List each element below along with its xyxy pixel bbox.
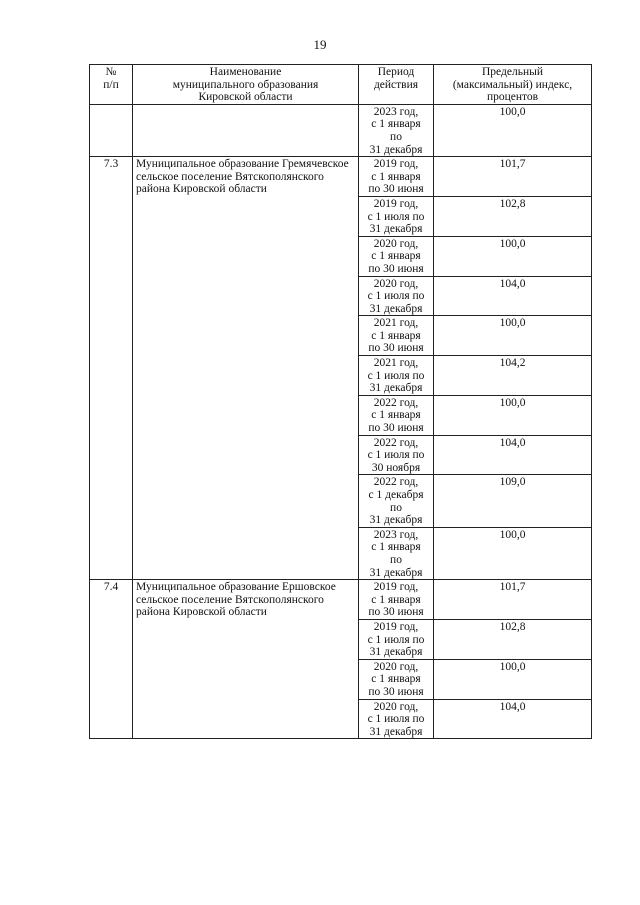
index-cell: 104,2 [434,356,592,396]
period-cell [359,356,434,396]
table-row [90,104,592,156]
period-cell [359,316,434,356]
municipality-name: Муниципальное образование Ершовское сельское поселение Вятскополянского района Кировской области [133,580,359,739]
index-cell: 100,0 [434,236,592,276]
municipality-name: Муниципальное образование Гремячевское сельское поселение Вятскополянского района Кировской области [133,157,359,580]
index-cell: 104,0 [434,699,592,739]
tariff-index-table [89,64,592,739]
period-cell [359,659,434,699]
period-text: 2022 год, с 1 января по 30 июня [368,396,424,435]
header-index: Предельный (максимальный) индекс, процентов [434,65,592,105]
index-cell: 104,0 [434,435,592,475]
period-text: 2023 год, с 1 января по 31 декабря [369,528,423,579]
period-text: 2022 год, с 1 июля по 30 ноября [367,436,425,474]
row-number: 7.3 [90,157,133,580]
page-number: 19 [313,37,327,52]
period-text: 2020 год, с 1 января по 30 июня [368,237,424,275]
row-num-cell [90,104,133,156]
table-row [90,157,592,197]
index-cell: 101,7 [434,157,592,197]
period-cell [359,580,434,620]
index-cell: 100,0 [434,527,592,579]
index-cell: 104,0 [434,276,592,316]
period-cell: 2023 год, с 1 января по 31 декабря [359,104,434,156]
period-text: 2019 год, с 1 января по 30 июня [368,581,424,619]
index-cell: 102,8 [434,619,592,659]
period-text: 2020 год, с 1 июля по 31 декабря [367,277,425,315]
period-text: 2021 год, с 1 января по 30 июня [368,317,424,355]
period-text: 2019 год, с 1 июля по 31 декабря [367,197,425,236]
row-name-cell [133,104,359,156]
period-cell [359,196,434,236]
period-text: 2020 год, с 1 января по 30 июня [368,660,424,698]
period-text: 2020 год, с 1 июля по 31 декабря [367,700,425,738]
index-cell: 101,7 [434,580,592,620]
period-cell [359,236,434,276]
period-cell [359,435,434,475]
index-cell: 100,0 [434,316,592,356]
index-cell: 102,8 [434,196,592,236]
index-cell: 100,0 [434,395,592,435]
table-row [90,580,592,620]
period-cell [359,619,434,659]
header-period: Период действия [359,65,434,105]
index-cell: 100,0 [434,104,592,156]
period-cell [359,475,434,527]
period-text: 2022 год, с 1 декабря по 31 декабря [368,476,424,527]
period-cell [359,527,434,579]
period-text: 2021 год, с 1 июля по 31 декабря [367,357,425,395]
index-cell: 100,0 [434,659,592,699]
header-num: № п/п [90,65,133,105]
period-cell [359,699,434,739]
period-text: 2019 год, с 1 июля по 31 декабря [367,620,425,659]
index-cell: 109,0 [434,475,592,527]
period-cell [359,276,434,316]
period-cell [359,395,434,435]
period-text: 2019 год, с 1 января по 30 июня [368,158,424,196]
period-cell [359,157,434,197]
header-name: Наименование муниципального образования Кировской области [133,65,359,105]
row-number: 7.4 [90,580,133,739]
header-row [90,65,592,105]
